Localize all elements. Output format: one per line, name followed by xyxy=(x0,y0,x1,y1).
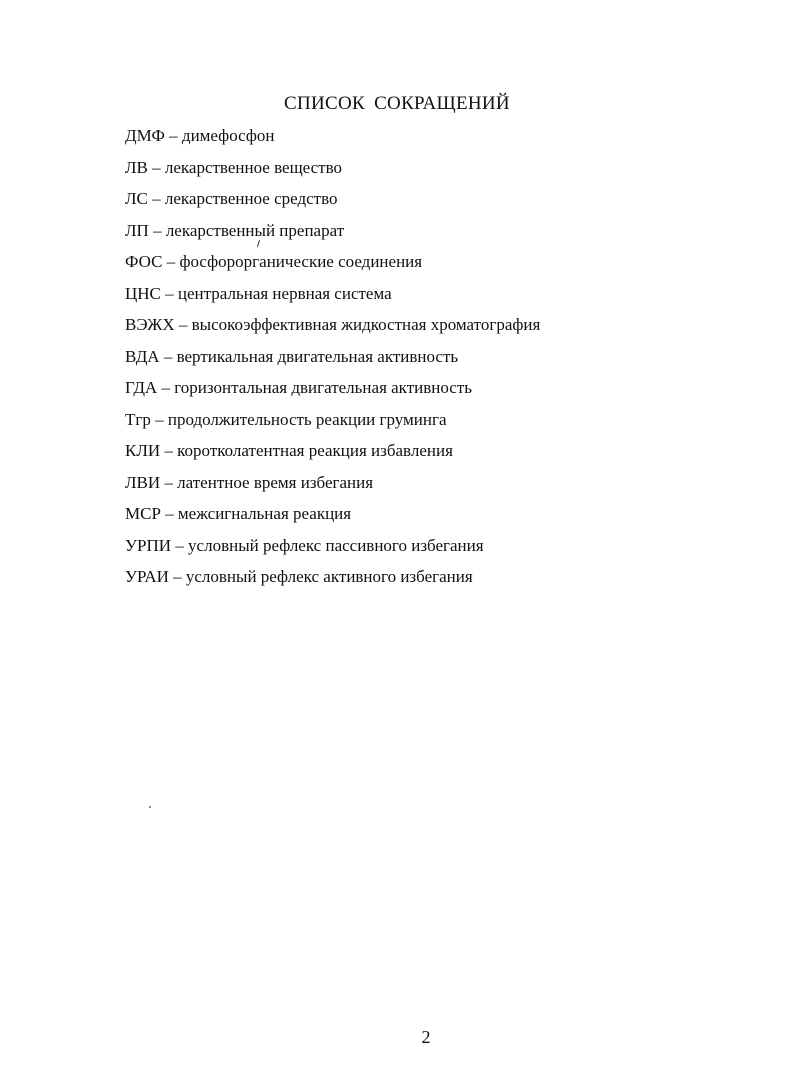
abbreviation-term: ФОС xyxy=(125,252,163,271)
abbreviation-item xyxy=(125,376,540,408)
abbreviation-term: УРПИ xyxy=(125,535,172,555)
abbreviation-separator: – xyxy=(160,472,178,492)
abbreviation-definition: латентное время избегания xyxy=(177,472,374,492)
abbreviation-term: УРАИ xyxy=(125,567,169,586)
abbreviation-term: Тгр xyxy=(125,409,151,429)
abbreviation-item xyxy=(125,534,540,566)
abbreviation-term: КЛИ xyxy=(125,441,161,460)
abbreviation-separator: – xyxy=(159,346,177,366)
abbreviation-item xyxy=(125,471,540,503)
abbreviation-item xyxy=(125,313,540,345)
abbreviation-item xyxy=(125,156,540,188)
abbreviation-separator: – xyxy=(160,504,178,523)
abbreviation-separator: – xyxy=(162,252,180,271)
abbreviation-definition: центральная нервная система xyxy=(177,283,392,303)
abbreviation-term: ЛП xyxy=(125,220,149,240)
abbreviation-item xyxy=(125,187,540,219)
abbreviation-item xyxy=(125,345,540,377)
abbreviation-term: ЛВ xyxy=(125,157,148,177)
abbreviation-definition: вертикальная двигательная активность xyxy=(176,346,459,366)
abbreviation-item xyxy=(125,282,540,314)
abbreviation-item xyxy=(125,408,540,440)
abbreviation-definition: лекарственное вещество xyxy=(164,157,343,177)
abbreviation-term: ЛС xyxy=(125,189,148,208)
abbreviation-term: ДМФ xyxy=(125,126,165,145)
abbreviation-item xyxy=(125,565,540,597)
abbreviation-definition: условный рефлекс пассивного избегания xyxy=(188,535,484,555)
abbreviation-definition: продолжительность реакции груминга xyxy=(167,409,447,429)
abbreviation-separator: – xyxy=(168,567,186,586)
abbreviation-item xyxy=(125,502,540,534)
abbreviation-term: ЦНС xyxy=(125,283,161,303)
abbreviation-term: ЛВИ xyxy=(125,472,161,492)
abbreviation-separator: – xyxy=(174,315,192,334)
abbreviation-definition: межсигнальная реакция xyxy=(177,504,352,523)
abbreviation-definition: лекарственное средство xyxy=(164,189,338,208)
abbreviation-definition: фосфорорганические соединения xyxy=(179,252,423,271)
abbreviation-definition: условный рефлекс активного избегания xyxy=(185,567,473,586)
abbreviation-separator: – xyxy=(157,378,175,397)
abbreviation-separator: – xyxy=(148,220,166,240)
abbreviation-separator: – xyxy=(160,283,178,303)
abbreviation-separator: – xyxy=(160,441,178,460)
abbreviation-list xyxy=(125,124,540,597)
abbreviation-definition: горизонтальная двигательная активность xyxy=(174,378,473,397)
abbreviation-separator: – xyxy=(150,409,168,429)
abbreviation-separator: – xyxy=(147,189,165,208)
abbreviation-term: ГДА xyxy=(125,378,158,397)
abbreviation-definition: лекарственный препарат xyxy=(165,220,345,240)
abbreviation-item xyxy=(125,219,540,251)
page-number: 2 xyxy=(421,1027,431,1047)
abbreviation-definition: димефосфон xyxy=(181,126,275,145)
abbreviation-item xyxy=(125,439,540,471)
abbreviation-term: МСР xyxy=(125,504,161,523)
abbreviation-term: ВДА xyxy=(125,346,160,366)
scan-speck xyxy=(149,806,151,808)
abbreviation-item xyxy=(125,124,540,156)
abbreviation-separator: – xyxy=(147,157,165,177)
abbreviation-definition: коротколатентная реакция избавления xyxy=(177,441,453,460)
abbreviation-term: ВЭЖХ xyxy=(125,315,175,334)
abbreviation-item xyxy=(125,250,540,282)
abbreviation-separator: – xyxy=(164,126,182,145)
page-title: СПИСОК СОКРАЩЕНИЙ xyxy=(284,93,510,114)
abbreviation-separator: – xyxy=(171,535,189,555)
abbreviation-definition: высокоэффективная жидкостная хроматография xyxy=(191,315,541,334)
